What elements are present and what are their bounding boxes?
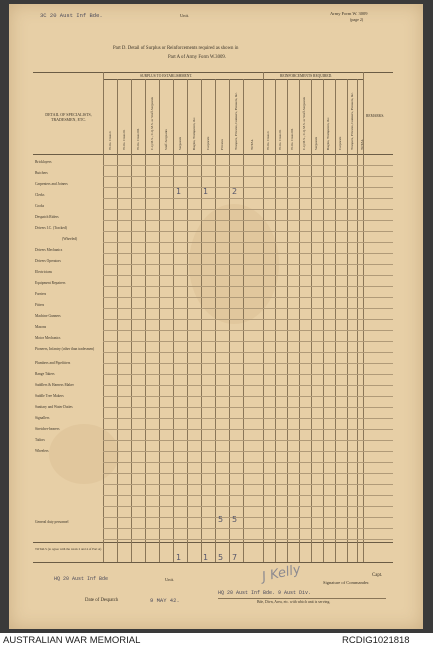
table-bottom-rule — [33, 562, 393, 563]
despatch-date: 9 MAY 42. — [150, 597, 180, 604]
column-line — [335, 79, 336, 562]
row-line — [103, 187, 393, 188]
row-label: Butchers — [35, 171, 48, 175]
row-line — [103, 242, 393, 243]
row-label: Sanitary and Water Duties — [35, 405, 73, 409]
row-line — [103, 484, 393, 485]
row-line — [103, 363, 393, 364]
row-label: Despatch Riders — [35, 215, 59, 219]
row-line — [103, 165, 393, 166]
paper-stain — [49, 424, 119, 484]
surplus-col-4: C.Q.M.S., C.Q.M.S. or Staff-Sergeants — [150, 97, 154, 150]
caption-left: AUSTRALIAN WAR MEMORIAL — [3, 635, 141, 646]
column-line — [173, 79, 174, 562]
row-line — [103, 374, 393, 375]
reinf-col-8: Troopers, Privates, Gunners, Pioneers, &c. — [350, 92, 354, 150]
row-line — [103, 352, 393, 353]
reinf-subrule — [263, 79, 363, 80]
clerks-total-entry: 2 — [232, 187, 238, 196]
column-line — [117, 79, 118, 562]
reinf-col-2: W.Os. Class II. — [278, 129, 282, 150]
row-label: Equipment Repairers — [35, 281, 66, 285]
surplus-col-6: Sergeants — [178, 136, 182, 150]
rank: Capt. — [372, 573, 383, 578]
row-label: Bricklayers — [35, 160, 52, 164]
row-line — [103, 297, 393, 298]
column-line — [243, 79, 244, 562]
footer-unit-typed: HQ 20 Aust Inf Bde — [54, 576, 109, 582]
column-line — [201, 79, 202, 562]
column-line — [229, 79, 230, 562]
row-line — [103, 220, 393, 221]
surplus-col-1: W.Os. Class I. — [108, 130, 112, 150]
row-line — [103, 308, 393, 309]
unit-label: Unit. — [180, 13, 190, 18]
row-label: Fitters — [35, 303, 45, 307]
row-line — [103, 176, 393, 177]
surplus-col-7: Bugles, Trumpeters, &c. — [192, 116, 196, 150]
row-label: Saddlers & Harness Maker — [35, 383, 74, 387]
row-label: Drivers I.C. (Tracked) — [35, 226, 68, 230]
column-line — [311, 79, 312, 562]
row-line — [103, 330, 393, 331]
table-top-rule — [33, 72, 393, 73]
reinf-col-6: Bugles, Trumpeters, &c. — [326, 116, 330, 150]
totals-entry: 1 — [176, 553, 182, 562]
gd-total-entry: 5 — [232, 515, 238, 524]
row-line — [103, 286, 393, 287]
row-line — [103, 407, 393, 408]
totals-grand-entry: 7 — [232, 553, 238, 562]
column-line — [347, 79, 348, 562]
reinf-col-1: W.Os. Class I. — [266, 130, 270, 150]
row-line — [103, 506, 393, 507]
commander-signature: J Kelly — [260, 562, 303, 585]
unit-typed: 3C 20 Aust Inf Bde. — [40, 12, 103, 19]
column-line — [299, 79, 300, 562]
column-line — [215, 79, 216, 562]
surplus-col-3: W.Os. Class III. — [136, 128, 140, 150]
surplus-col-total: TOTAL — [250, 139, 254, 150]
surplus-col-5: Staff-Sergeants — [164, 129, 168, 150]
row-label: Plumbers and Pipefitters — [35, 361, 71, 365]
row-line — [103, 528, 393, 529]
gd-entry: 5 — [218, 515, 224, 524]
row-label: Drivers Mechanics — [35, 248, 63, 252]
row-label: Machine Gunners — [35, 314, 61, 318]
row-label: Wheelers — [35, 449, 49, 453]
row-line — [103, 429, 393, 430]
form-ref: Army Form W. 3009 — [330, 11, 368, 16]
table-header-rule — [33, 154, 393, 155]
column-line — [263, 72, 264, 562]
row-line — [103, 264, 393, 265]
row-line — [103, 418, 393, 419]
row-label: Pioneers, Infantry (other than tradesmen) — [35, 347, 95, 351]
surplus-col-9: Privates — [220, 139, 224, 150]
column-line — [357, 79, 358, 562]
formation-typed: HQ 20 Aust Inf Bde. 9 Aust Div. — [218, 590, 312, 596]
row-line — [103, 385, 393, 386]
column-line — [287, 79, 288, 562]
row-label: Clerks — [35, 193, 45, 197]
row-line — [103, 209, 393, 210]
row-line — [103, 275, 393, 276]
detail-header: DETAIL OF SPECIALISTS, TRADESMEN, ETC. — [45, 112, 92, 122]
row-line — [103, 451, 393, 452]
formation-label: Bde, Divn, Area, etc. with which unit is serving. — [257, 600, 331, 604]
page-ref: (page 2) — [350, 17, 364, 22]
column-line — [131, 79, 132, 562]
row-label: Drivers Operators — [35, 259, 61, 263]
reinf-col-total: TOTAL — [360, 139, 364, 150]
footer-unit-label: Unit. — [165, 577, 175, 582]
row-label: Saddle Tree Makers — [35, 394, 64, 398]
totals-label: TOTALS (to agree with the totals 2 and 4 of Part A) — [35, 547, 102, 551]
row-label: Cooks — [35, 204, 45, 208]
column-line — [159, 79, 160, 562]
surplus-col-8: Corporals — [206, 136, 210, 150]
totals-entry: 5 — [218, 553, 224, 562]
reinf-col-3: W.Os. Class III. — [290, 128, 294, 150]
totals-entry: 1 — [203, 553, 209, 562]
signature-label: Signature of Commander. — [323, 580, 370, 585]
row-label: Carpenters and Joiners — [35, 182, 68, 186]
clerks-entry: 1 — [203, 187, 209, 196]
column-line — [103, 72, 104, 562]
row-line — [103, 473, 393, 474]
clerks-entry: 1 — [176, 187, 182, 196]
row-label: (Wheeled) — [62, 237, 78, 241]
row-line — [103, 253, 393, 254]
part-title: Part D. Detail of Surplus or Reinforcements required as shown in — [113, 46, 239, 51]
reinf-header: REINFORCEMENTS REQUIRED. — [280, 74, 333, 78]
surplus-subrule — [103, 79, 263, 80]
row-label: Motor Mechanics — [35, 336, 61, 340]
row-line — [103, 396, 393, 397]
row-line — [103, 495, 393, 496]
part-subtitle: Part A of Army Form W.3009. — [168, 55, 226, 60]
row-line — [103, 198, 393, 199]
row-line — [103, 231, 393, 232]
general-duty-label: General duty personnel — [35, 520, 69, 524]
row-line — [103, 517, 393, 518]
row-label: Farriers — [35, 292, 47, 296]
surplus-header: SURPLUS TO ESTABLISHMENT. — [140, 74, 193, 78]
surplus-col-2: W.Os. Class II. — [122, 129, 126, 150]
column-line — [187, 79, 188, 562]
row-label: Stretcher-bearers — [35, 427, 60, 431]
column-line — [323, 79, 324, 562]
remarks-header: REMARKS. — [366, 114, 385, 118]
row-label: Electricians — [35, 270, 52, 274]
row-label: Masons — [35, 325, 47, 329]
surplus-col-10: Troopers, Privates, Gunners, Pioneers, &c. — [234, 92, 238, 150]
reinf-col-7: Corporals — [338, 136, 342, 150]
row-label: Range Takers — [35, 372, 55, 376]
despatch-label: Date of Despatch — [85, 598, 119, 603]
totals-rule — [33, 542, 393, 543]
row-line — [103, 341, 393, 342]
reinf-col-4: C.Q.M.S., C.Q.M.S. or Staff-Sergeants — [302, 97, 306, 150]
row-line — [103, 319, 393, 320]
formation-rule — [218, 598, 386, 599]
column-line — [275, 79, 276, 562]
row-line — [103, 462, 393, 463]
row-line — [103, 440, 393, 441]
caption-right: RCDIG1021818 — [342, 635, 410, 646]
row-label: Signallers — [35, 416, 50, 420]
reinf-col-5: Sergeants — [314, 136, 318, 150]
column-line — [145, 79, 146, 562]
row-line — [103, 539, 393, 540]
row-label: Tailors — [35, 438, 45, 442]
